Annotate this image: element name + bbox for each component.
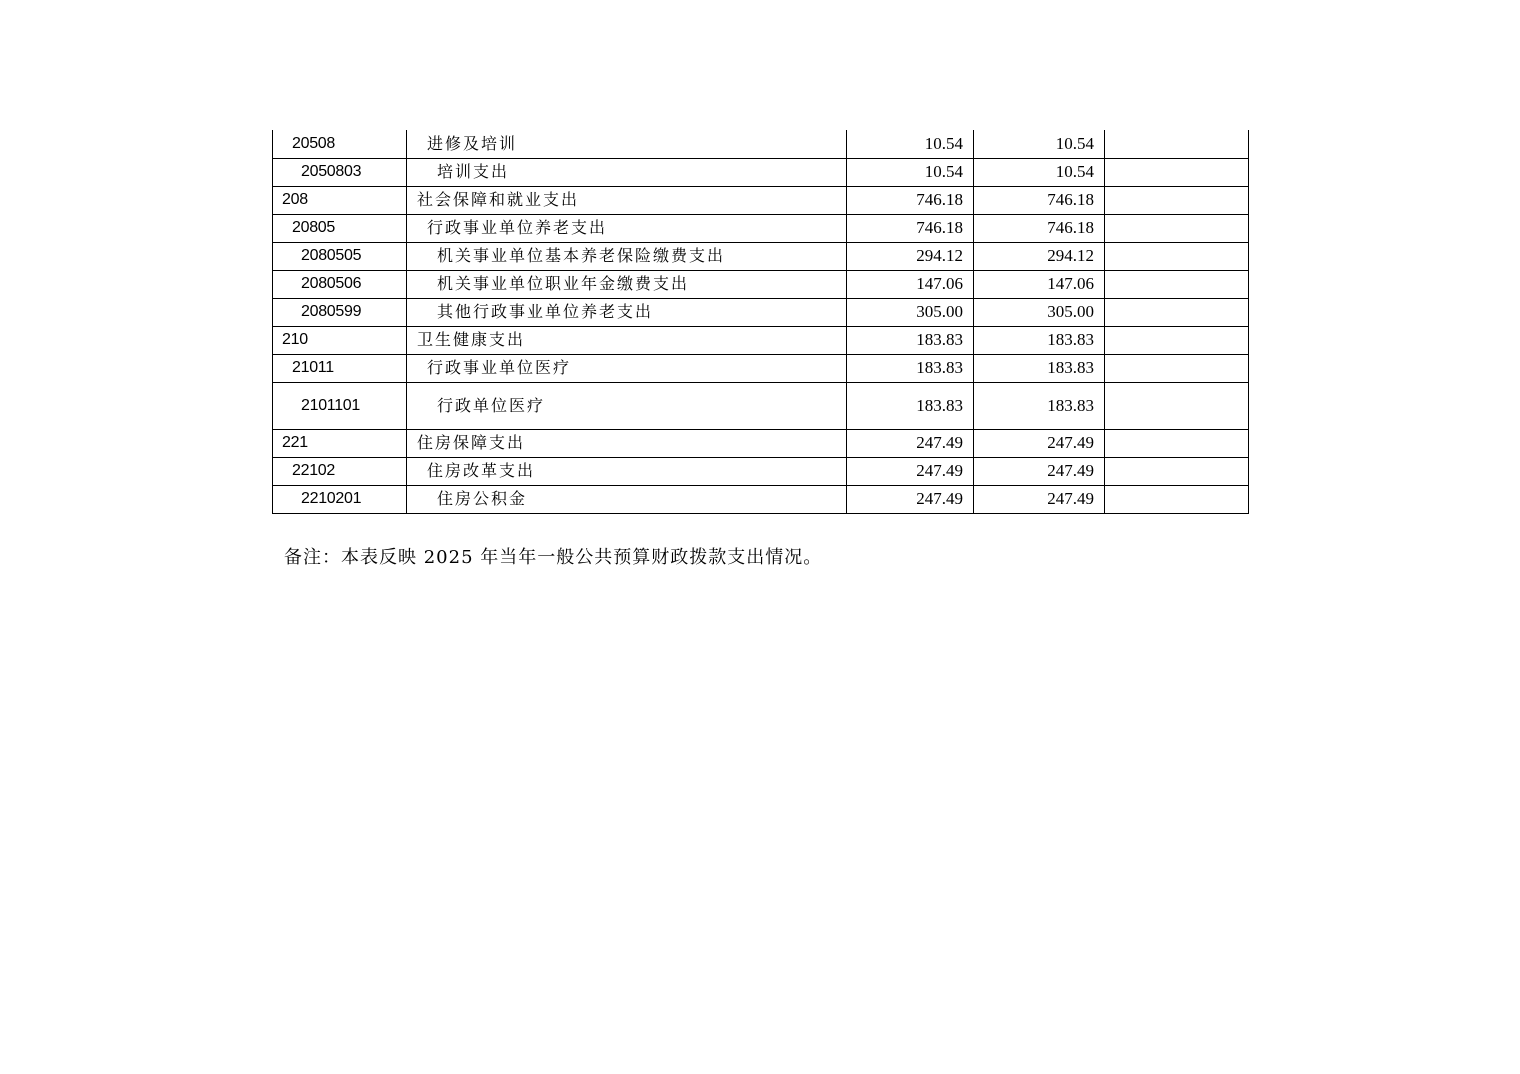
basic-expenditure-cell: 147.06 <box>974 270 1105 298</box>
basic-expenditure-cell: 10.54 <box>974 158 1105 186</box>
total-amount-cell: 183.83 <box>847 382 974 429</box>
subject-name-cell: 卫生健康支出 <box>407 326 847 354</box>
project-expenditure-cell <box>1105 457 1249 485</box>
project-expenditure-cell <box>1105 242 1249 270</box>
table-row <box>273 457 1249 485</box>
subject-name-cell: 行政事业单位养老支出 <box>407 214 847 242</box>
subject-name-cell: 机关事业单位基本养老保险缴费支出 <box>407 242 847 270</box>
basic-expenditure-cell: 183.83 <box>974 354 1105 382</box>
table-footnote: 备注：本表反映 2025 年当年一般公共预算财政拨款支出情况。 <box>284 547 823 568</box>
budget-expenditure-table <box>272 130 1249 514</box>
subject-code-cell: 21011 <box>273 354 407 382</box>
total-amount-cell: 305.00 <box>847 298 974 326</box>
basic-expenditure-cell: 305.00 <box>974 298 1105 326</box>
project-expenditure-cell <box>1105 485 1249 513</box>
subject-name-cell: 社会保障和就业支出 <box>407 186 847 214</box>
project-expenditure-cell <box>1105 158 1249 186</box>
basic-expenditure-cell: 294.12 <box>974 242 1105 270</box>
basic-expenditure-cell: 247.49 <box>974 429 1105 457</box>
subject-name-cell: 住房公积金 <box>407 485 847 513</box>
subject-code-cell: 20508 <box>273 130 407 158</box>
table-row <box>273 298 1249 326</box>
subject-code-cell: 2050803 <box>273 158 407 186</box>
table-row <box>273 186 1249 214</box>
total-amount-cell: 247.49 <box>847 429 974 457</box>
basic-expenditure-cell: 183.83 <box>974 326 1105 354</box>
table-row <box>273 382 1249 429</box>
total-amount-cell: 147.06 <box>847 270 974 298</box>
project-expenditure-cell <box>1105 298 1249 326</box>
project-expenditure-cell <box>1105 429 1249 457</box>
subject-code-cell: 22102 <box>273 457 407 485</box>
basic-expenditure-cell: 247.49 <box>974 457 1105 485</box>
table-row <box>273 485 1249 513</box>
subject-name-cell: 机关事业单位职业年金缴费支出 <box>407 270 847 298</box>
project-expenditure-cell <box>1105 382 1249 429</box>
subject-code-cell: 2080599 <box>273 298 407 326</box>
table-row <box>273 429 1249 457</box>
subject-name-cell: 住房保障支出 <box>407 429 847 457</box>
table-row <box>273 270 1249 298</box>
table-row <box>273 214 1249 242</box>
table-row <box>273 354 1249 382</box>
subject-code-cell: 2080505 <box>273 242 407 270</box>
total-amount-cell: 247.49 <box>847 485 974 513</box>
total-amount-cell: 183.83 <box>847 354 974 382</box>
subject-code-cell: 2210201 <box>273 485 407 513</box>
subject-name-cell: 培训支出 <box>407 158 847 186</box>
total-amount-cell: 10.54 <box>847 130 974 158</box>
subject-name-cell: 进修及培训 <box>407 130 847 158</box>
project-expenditure-cell <box>1105 130 1249 158</box>
table-row <box>273 326 1249 354</box>
basic-expenditure-cell: 183.83 <box>974 382 1105 429</box>
project-expenditure-cell <box>1105 270 1249 298</box>
subject-name-cell: 住房改革支出 <box>407 457 847 485</box>
total-amount-cell: 294.12 <box>847 242 974 270</box>
subject-name-cell: 行政事业单位医疗 <box>407 354 847 382</box>
total-amount-cell: 183.83 <box>847 326 974 354</box>
subject-code-cell: 221 <box>273 429 407 457</box>
basic-expenditure-cell: 746.18 <box>974 186 1105 214</box>
table-body <box>273 130 1249 513</box>
subject-code-cell: 208 <box>273 186 407 214</box>
basic-expenditure-cell: 10.54 <box>974 130 1105 158</box>
subject-code-cell: 2101101 <box>273 382 407 429</box>
basic-expenditure-cell: 746.18 <box>974 214 1105 242</box>
subject-name-cell: 行政单位医疗 <box>407 382 847 429</box>
subject-code-cell: 2080506 <box>273 270 407 298</box>
project-expenditure-cell <box>1105 326 1249 354</box>
project-expenditure-cell <box>1105 354 1249 382</box>
subject-code-cell: 20805 <box>273 214 407 242</box>
total-amount-cell: 746.18 <box>847 186 974 214</box>
total-amount-cell: 746.18 <box>847 214 974 242</box>
subject-name-cell: 其他行政事业单位养老支出 <box>407 298 847 326</box>
basic-expenditure-cell: 247.49 <box>974 485 1105 513</box>
table-row <box>273 158 1249 186</box>
project-expenditure-cell <box>1105 186 1249 214</box>
table-row <box>273 130 1249 158</box>
subject-code-cell: 210 <box>273 326 407 354</box>
total-amount-cell: 247.49 <box>847 457 974 485</box>
total-amount-cell: 10.54 <box>847 158 974 186</box>
project-expenditure-cell <box>1105 214 1249 242</box>
table-row <box>273 242 1249 270</box>
